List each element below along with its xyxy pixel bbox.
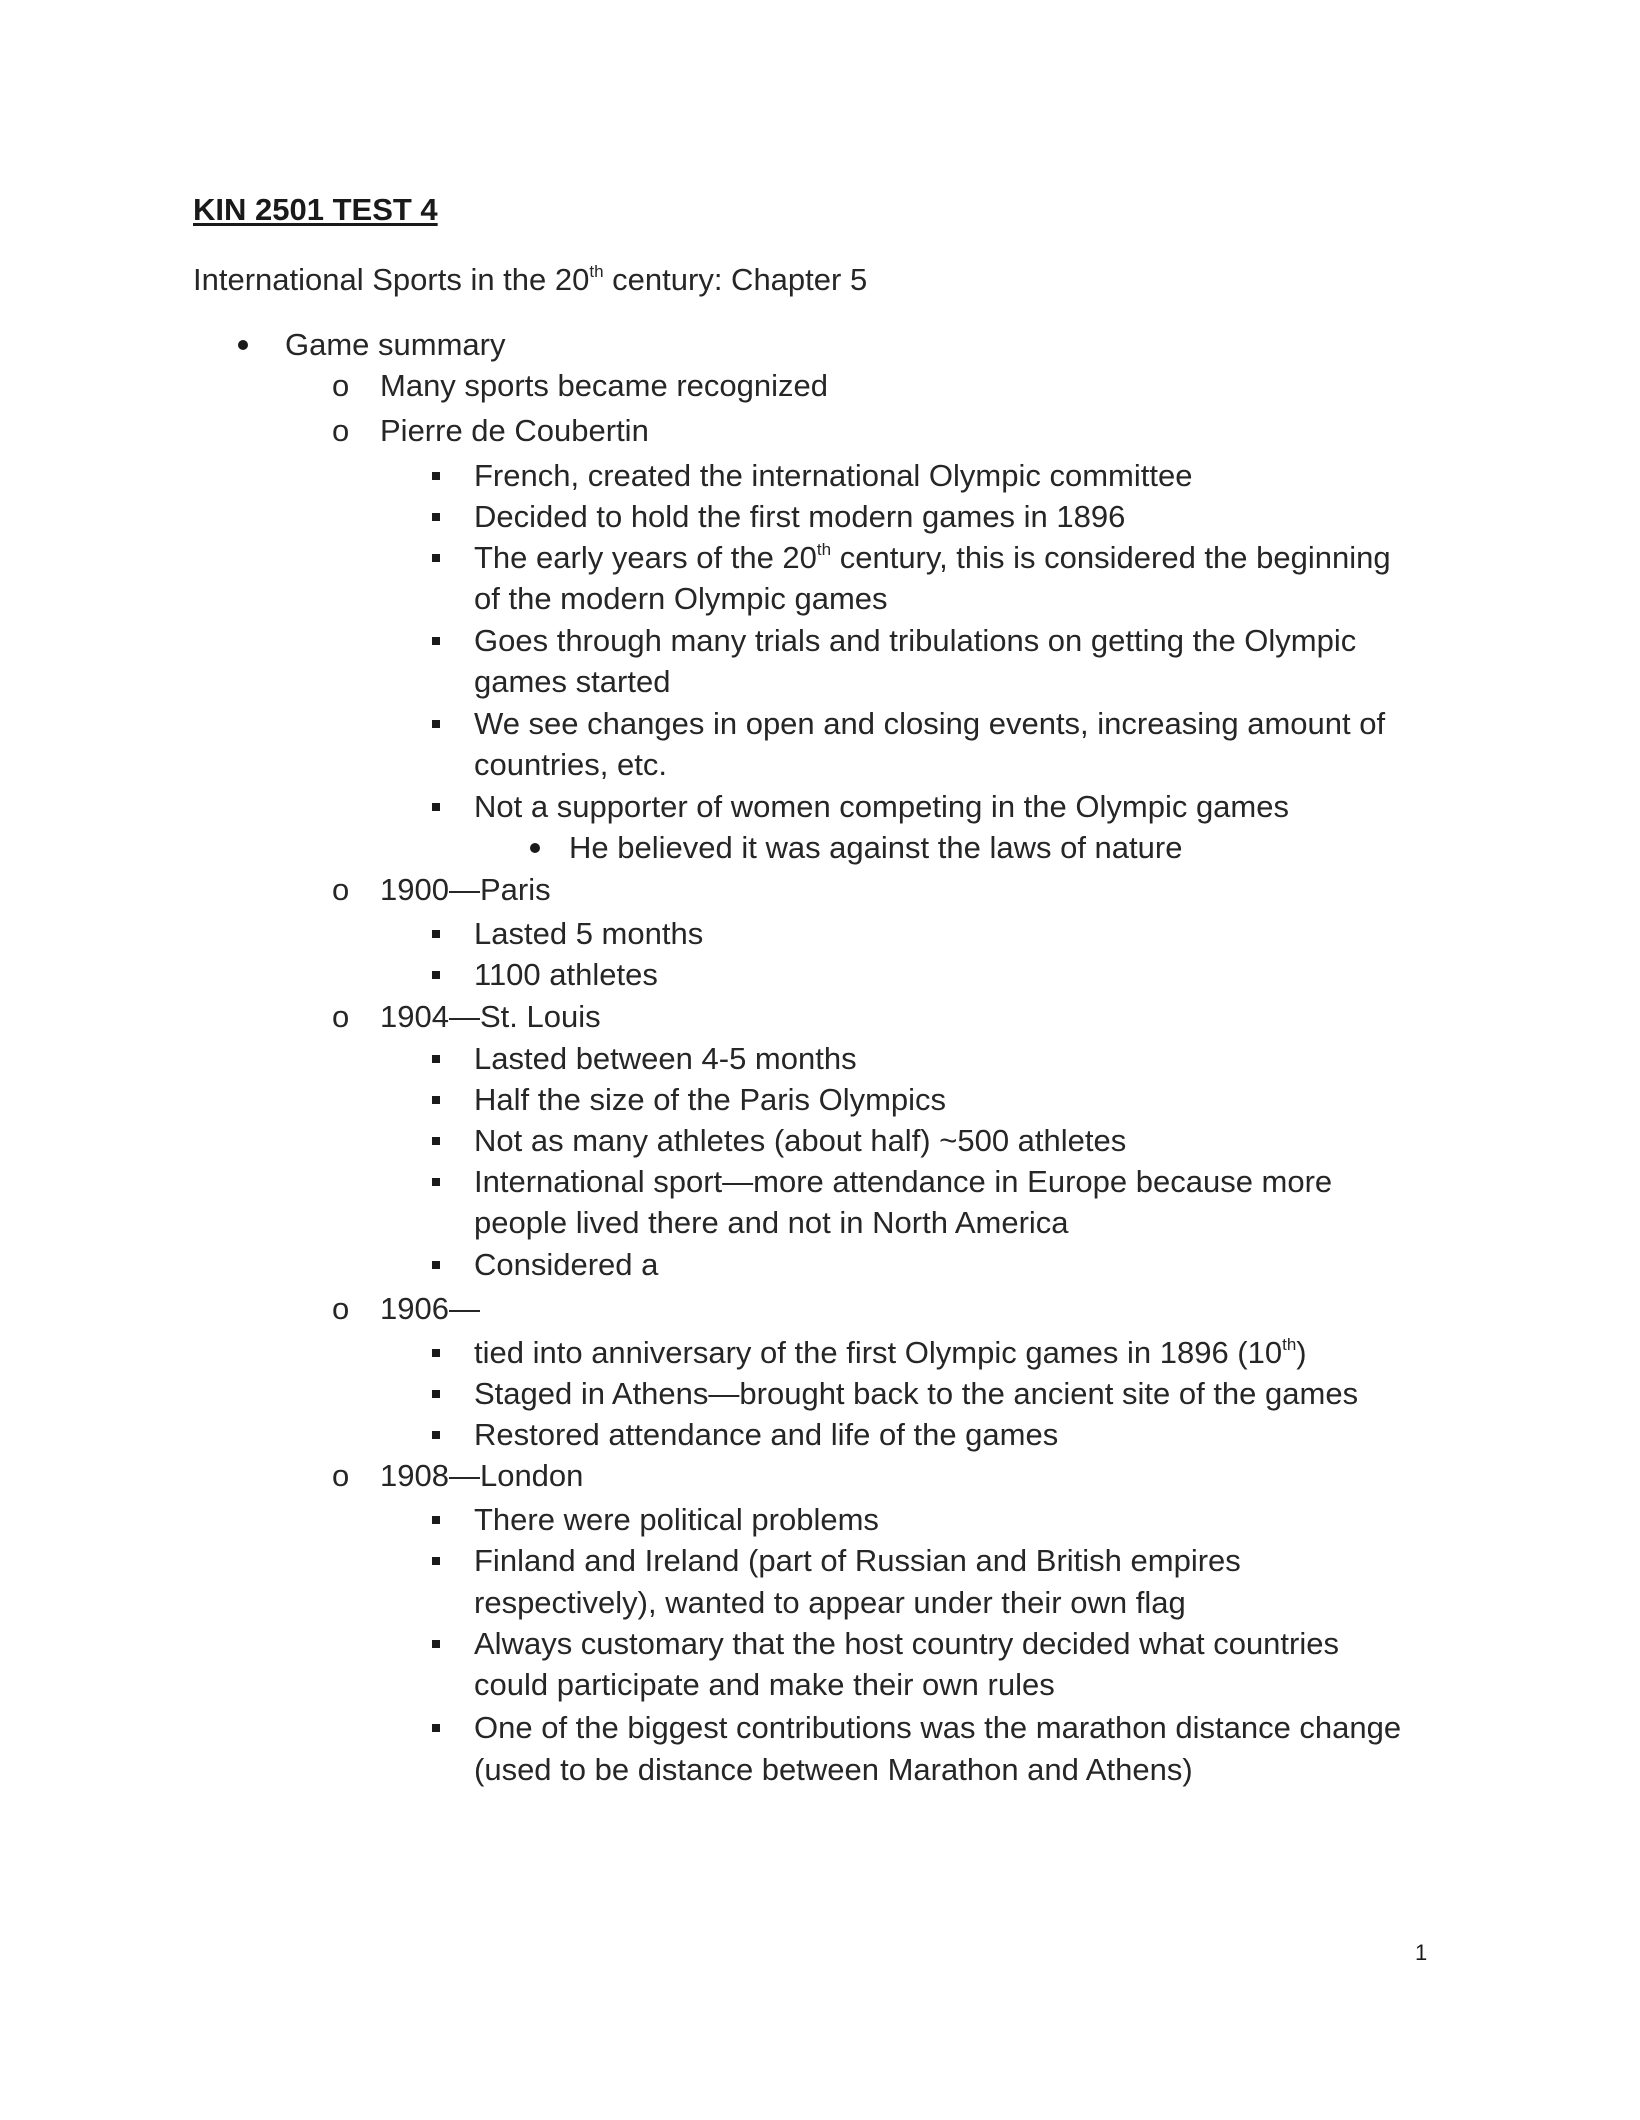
bullet-square-icon [432,1349,440,1357]
page-number: 1 [1415,1940,1428,1965]
bullet-square-icon [432,1431,440,1439]
outline-item-level-2: Pierre de Coubertin [380,413,649,448]
bullet-circle-icon: o [332,999,350,1034]
subtitle-text-start: International Sports in the 20 [193,262,590,297]
outline-item-level-3: of the modern Olympic games [474,581,888,616]
outline-item-level-3: Goes through many trials and tribulations on getting the Olympic [474,623,1357,658]
outline-item-level-3: 1100 athletes [474,957,658,992]
bullet-circle-icon: o [332,872,350,907]
bullet-square-icon [432,1557,440,1565]
outline-item-level-3: Always customary that the host country decided what countries [474,1626,1339,1661]
bullet-circle-icon: o [332,1458,350,1493]
outline-item-level-3: The early years of the 20th century, this is considered the beginning [474,540,1391,575]
outline-item-level-3: Half the size of the Paris Olympics [474,1082,947,1117]
outline-item-level-2: 1900—Paris [380,872,551,907]
outline-item-level-2: 1908—London [380,1458,584,1493]
subtitle-text-end: century: Chapter 5 [603,262,868,297]
document-title: KIN 2501 TEST 4 [193,192,438,227]
bullet-square-icon [432,803,440,811]
outline-item-level-2: 1906— [380,1291,480,1326]
outline-item-level-3: Not a supporter of women competing in the Olympic games [474,789,1289,824]
outline-item-level-3: countries, etc. [474,747,667,782]
bullet-square-icon [432,1516,440,1524]
bullet-dot-icon [530,843,540,853]
bullet-square-icon [432,1137,440,1145]
bullet-square-icon [432,1390,440,1398]
outline-item-level-3: could participate and make their own rules [474,1667,1055,1702]
outline-item-level-3: tied into anniversary of the first Olympic games in 1896 (10th) [474,1335,1307,1370]
bullet-square-icon [432,930,440,938]
outline-item-level-3: Staged in Athens—brought back to the ancient site of the games [474,1376,1359,1411]
outline-item-level-3: International sport—more attendance in Europe because more [474,1164,1333,1199]
outline-item-level-3: (used to be distance between Marathon and Athens) [474,1752,1193,1787]
outline-item-level-3: people lived there and not in North America [474,1205,1069,1240]
outline-item-level-3: Not as many athletes (about half) ~500 athletes [474,1123,1127,1158]
outline-item-level-3: games started [474,664,671,699]
bullet-square-icon [432,1261,440,1269]
bullet-square-icon [432,472,440,480]
outline-item-level-3: Restored attendance and life of the games [474,1417,1059,1452]
bullet-square-icon [432,971,440,979]
outline-item-level-4: He believed it was against the laws of nature [569,830,1183,865]
outline-item-level-3: We see changes in open and closing events, increasing amount of [474,706,1386,741]
outline-item-level-1: Game summary [285,327,506,362]
bullet-square-icon [432,1640,440,1648]
outline-item-level-2: Many sports became recognized [380,368,829,403]
outline-item-level-3: French, created the international Olympic committee [474,458,1193,493]
outline-item-level-3: One of the biggest contributions was the marathon distance change [474,1710,1402,1745]
bullet-square-icon [432,554,440,562]
bullet-circle-icon: o [332,1291,350,1326]
outline-item-level-3: Considered a [474,1247,659,1282]
document-subtitle [193,260,867,300]
outline-item-level-3: Lasted 5 months [474,916,704,951]
outline-item-level-2: 1904—St. Louis [380,999,601,1034]
outline-item-level-3: Finland and Ireland (part of Russian and British empires [474,1543,1241,1578]
bullet-square-icon [432,720,440,728]
bullet-square-icon [432,1178,440,1186]
outline-item-level-3: respectively), wanted to appear under their own flag [474,1585,1186,1620]
bullet-square-icon [432,1096,440,1104]
outline-item-level-3: Lasted between 4-5 months [474,1041,857,1076]
bullet-square-icon [432,1724,440,1732]
bullet-dot-icon [238,340,248,350]
bullet-square-icon [432,513,440,521]
subtitle-superscript: th [589,262,604,281]
bullet-square-icon [432,637,440,645]
bullet-square-icon [432,1055,440,1063]
bullet-circle-icon: o [332,368,350,403]
outline-item-level-3: There were political problems [474,1502,879,1537]
bullet-circle-icon: o [332,413,350,448]
outline-item-level-3: Decided to hold the first modern games in 1896 [474,499,1126,534]
